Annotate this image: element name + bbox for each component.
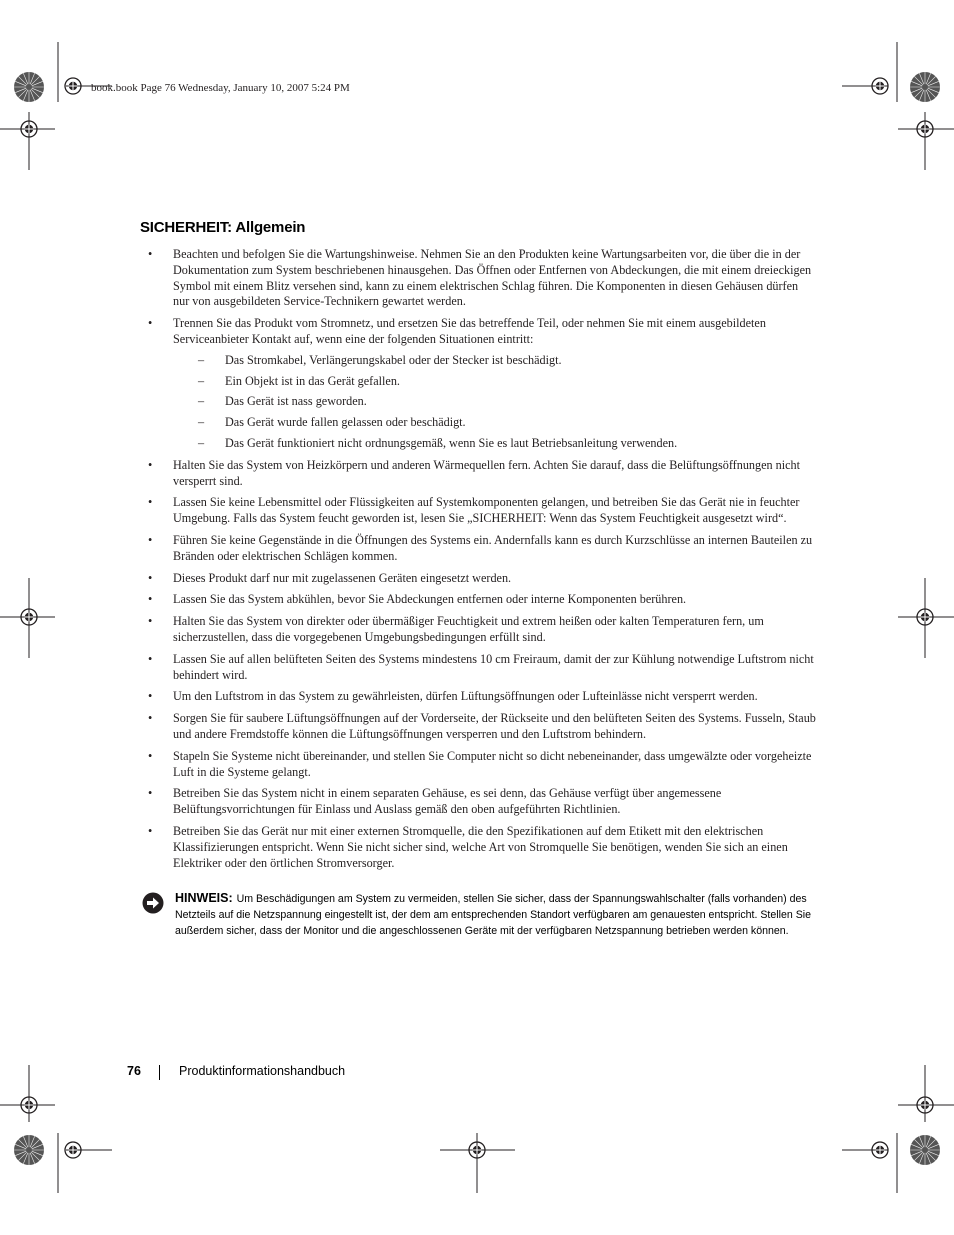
dash-marker: – (198, 394, 205, 409)
list-item (148, 495, 816, 527)
list-item (148, 247, 816, 310)
bullet-marker: • (148, 823, 153, 838)
list-item-text: Lassen Sie keine Lebensmittel oder Flüssigkeiten auf Systemkomponenten gelangen, und betreiben Sie das Gerät nie in feuchter Umgebung. Falls das System feucht geworden ist, lesen Sie „SICHERHEIT: Wenn das System Feuchtigkeit ausgesetzt wird“. (173, 495, 800, 526)
list-item-text: Um den Luftstrom in das System zu gewährleisten, dürfen Lüftungsöffnungen oder Lufteinlässe nicht versperrt werden. (173, 689, 758, 704)
dash-marker: – (198, 435, 205, 450)
bullet-marker: • (148, 651, 153, 666)
list-item (148, 316, 816, 452)
footer-title: Produktinformationshandbuch (179, 1064, 346, 1078)
sub-list-item-text: Das Gerät ist nass geworden. (225, 394, 367, 409)
bullet-marker: • (148, 247, 153, 261)
list-item-text: Dieses Produkt darf nur mit zugelassenen Geräten eingesetzt werden. (173, 570, 512, 585)
sub-list-item (173, 436, 816, 452)
list-item-text: Betreiben Sie das System nicht in einem separaten Gehäuse, es sei denn, das Gehäuse verfügt über angemessene Belüftungsvorrichtungen für Einlass und Auslass gemäß den oben aufgeführten Richtlinien. (173, 786, 722, 817)
sub-list-item-text: Ein Objekt ist in das Gerät gefallen. (225, 373, 400, 388)
dash-marker: – (198, 352, 205, 367)
dash-marker: – (198, 373, 205, 388)
page-number: 76 (127, 1064, 141, 1078)
list-item (148, 749, 816, 781)
list-item (148, 614, 816, 646)
list-item-text: Trennen Sie das Produkt vom Stromnetz, und ersetzen Sie das betreffende Teil, oder nehmen Sie mit einem ausgebildeten Serviceanbieter Kontakt auf, wenn eine der folgenden Situationen eintritt: (173, 316, 766, 346)
sub-list-item (173, 415, 816, 431)
list-item-text: Betreiben Sie das Gerät nur mit einer externen Stromquelle, die den Spezifikationen auf dem Etikett mit den elektrischen Klassifizierungen entspricht. Wenn Sie nicht sicher sind, welche Art von Stromquelle Sie benötigen, wenden Sie sich an einen Elektriker oder den örtlichen Stromversorger. (173, 823, 788, 870)
list-item-text: Führen Sie keine Gegenstände in die Öffnungen des Systems ein. Andernfalls kann es durch Kurzschlüsse an internen Bauteilen zu Bränden oder elektrischen Schlägen kommen. (173, 532, 813, 563)
list-item (148, 689, 816, 705)
bullet-marker: • (148, 532, 153, 547)
bullet-marker: • (148, 711, 153, 726)
bullet-marker: • (148, 570, 153, 585)
print-slug: book.book Page 76 Wednesday, January 10, 2007 5:24 PM (91, 82, 350, 94)
list-item (148, 592, 816, 608)
note-block (142, 891, 822, 939)
list-item (148, 711, 816, 743)
note-label: HINWEIS: (175, 891, 233, 905)
sub-list-item-text: Das Gerät funktioniert nicht ordnungsgemäß, wenn Sie es laut Betriebsanleitung verwenden. (225, 435, 678, 450)
sub-list-item (173, 353, 816, 369)
list-item-text: Halten Sie das System von direkter oder übermäßiger Feuchtigkeit und extrem heißen oder kalten Temperaturen fern, um sicherzustellen, dass die vorgegebenen Umgebungsbedingungen erfüllt sind. (173, 614, 764, 644)
note-body: Um Beschädigungen am System zu vermeiden, stellen Sie sicher, dass der Spannungswahlschalter (falls vorhanden) des Netzteils auf die Netzspannung eingestellt ist, der dem am entsprechenden Standort verfügbaren am genauesten entspricht. Stellen Sie außerdem sicher, dass der Monitor und die angeschlossenen Geräte mit der verfügbaren Netzspannung betrieben werden können. (175, 893, 812, 937)
list-item (148, 458, 816, 490)
list-item-text: Stapeln Sie Systeme nicht übereinander, und stellen Sie Computer nicht so dicht nebeneinander, dass umgewälzte oder vorgeheizte Luft in die Systeme gelangt. (173, 748, 812, 779)
sub-list-item (173, 394, 816, 410)
list-item-text: Sorgen Sie für saubere Lüftungsöffnungen auf der Vorderseite, der Rückseite und den belüfteten Seiten des Systems. Fusseln, Staub und andere Fremdstoffe können die Lüftungsöffnungen versperren und den Luftstrom behindern. (173, 711, 816, 741)
bullet-marker: • (148, 786, 153, 801)
bullet-marker: • (148, 316, 153, 331)
bullet-marker: • (148, 495, 153, 510)
list-item (148, 533, 816, 565)
note-arrow-icon (142, 892, 164, 914)
bullet-marker: • (148, 748, 153, 763)
bullet-marker: • (148, 689, 153, 704)
sub-list-item-text: Das Gerät wurde fallen gelassen oder beschädigt. (225, 415, 466, 430)
note-text (142, 891, 822, 939)
list-item-text: Halten Sie das System von Heizkörpern und anderen Wärmequellen fern. Achten Sie darauf, dass die Belüftungsöffnungen nicht versperrt sind. (173, 457, 801, 488)
list-item-text: Lassen Sie auf allen belüfteten Seiten des Systems mindestens 10 cm Freiraum, damit der zur Kühlung notwendige Luftstrom nicht behindert wird. (173, 651, 814, 682)
sub-list-item (173, 374, 816, 390)
list-item (148, 571, 816, 587)
safety-list (148, 247, 816, 877)
list-item-text: Beachten und befolgen Sie die Wartungshinweise. Nehmen Sie an den Produkten keine Wartungsarbeiten vor, die über die in der Dokumentation zum System beschriebenen hinausgehen. Das Öffnen oder Entfernen von Abdeckungen, die mit einem dreieckigen Symbol mit einem Blitz versehen sind, kann zu einem elektrischen Schlag führen. Die Komponenten in diesen Gehäusen dürfen nur von ausgebildeten Service-Technikern gewartet werden. (173, 247, 812, 309)
sub-list-item-text: Das Stromkabel, Verlängerungskabel oder der Stecker ist beschädigt. (225, 352, 562, 367)
bullet-marker: • (148, 614, 153, 629)
list-item-text: Lassen Sie das System abkühlen, bevor Sie Abdeckungen entfernen oder interne Komponenten berühren. (173, 592, 687, 607)
footer-divider (159, 1065, 160, 1080)
list-item (148, 824, 816, 871)
dash-marker: – (198, 415, 205, 430)
bullet-marker: • (148, 592, 153, 607)
bullet-marker: • (148, 457, 153, 472)
section-title: SICHERHEIT: Allgemein (140, 219, 306, 236)
list-item (148, 652, 816, 684)
list-item (148, 786, 816, 818)
